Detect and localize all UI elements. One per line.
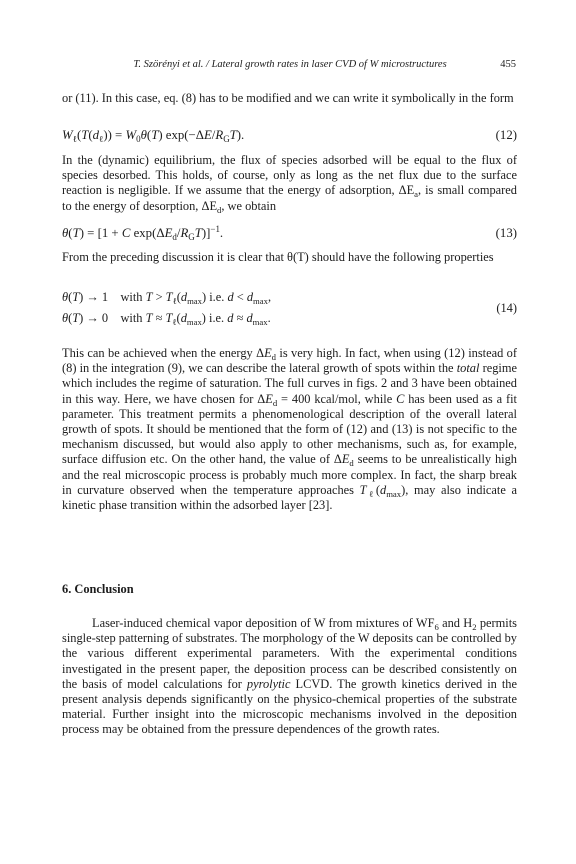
equation-12-body: $W_\ell(T(d_\ell)) = W_0\theta(T)$ $\exp(-\Delta E/R_GT)$. [62, 128, 245, 144]
conclusion-paragraph: Laser-induced chemical vapor deposition of W from mixtures of $WF_6$ and $H_2$ permits single-step patterning of substrates. The morphology of the W deposits can be controlled by the various different experimental parameters. With the experimental conditions investigated in the present paper, the deposition process can be described consistently on the basis of model calculations for pyrolytic LCVD. The growth kinetics derived in the present analysis depends significantly on the physico-chemical properties of the substrate material. Further insight into the microscopic mechanisms involved in the deposition process may be obtained from the pressure dependences of the growth rates. [62, 616, 518, 737]
equation-14 [62, 290, 517, 330]
section-heading: 6. Conclusion [62, 582, 134, 596]
equation-12-number: (12) [495, 128, 517, 142]
equation-14-row-1: θ(T) → 1 with $T > T_\ell(d_{max})$ i.e. $d < d_{max}$, [62, 290, 272, 306]
equation-13-number: (13) [495, 226, 517, 240]
equation-14-number: (14) [496, 301, 517, 315]
energy-paragraph: This can be achieved when the energy $\Delta E_d$ is very high. In fact, when using (12) instead of (8) in the integration (9), we can describe the lateral growth of spots within the total regime which includes the regime of saturation. The full curves in figs. 2 and 3 have been obtained in this way. Here, we have chosen for $\Delta E_d = 400$ kcal/mol, while C has been used as a fit parameter. This treatment permits a phenomenological description of the overall lateral growth of spots. It should be mentioned that the form of (12) and (13) is not specific to the mechanism discussed, but would also apply to other mechanisms, such as, for example, surface diffusion etc. On the other hand, the value of $\Delta E_d$ seems to be unrealistically high and the real microscopic process is probably much more complex. In fact, the sharp break in curvature observed when the temperature approaches $T_\ell(d_{max})$, may also indicate a kinetic phase transition within the adsorbed layer [23]. [62, 346, 518, 513]
equilibrium-paragraph: In the (dynamic) equilibrium, the flux of species adsorbed will be equal to the flux of species desorbed. This holds, of course, only as long as the net flux due to the surface reaction is negligible. If we assume that the energy of adsorption, $\Delta E_a$, is small compared to the energy of desorption, $\Delta E_d$, we obtain [62, 153, 517, 215]
running-head: T. Szörényi et al. / Lateral growth rates in laser CVD of W microstructures [133, 59, 447, 70]
page-number: 455 [500, 59, 516, 70]
equation-13-body: θ(T) = [1 + C $\exp(\Delta E_d/R_GT)]^{-1}$. [62, 224, 224, 242]
equation-13 [62, 226, 517, 244]
equation-12 [62, 128, 517, 146]
properties-paragraph: From the preceding discussion it is clear that θ(T) should have the following properties [62, 250, 494, 264]
equation-14-row-2: θ(T) → 0 with $T \approx T_\ell(d_{max})$ i.e. $d \approx d_{max}$. [62, 311, 271, 327]
intro-paragraph: or (11). In this case, eq. (8) has to be modified and we can write it symbolically in the form [62, 91, 514, 105]
